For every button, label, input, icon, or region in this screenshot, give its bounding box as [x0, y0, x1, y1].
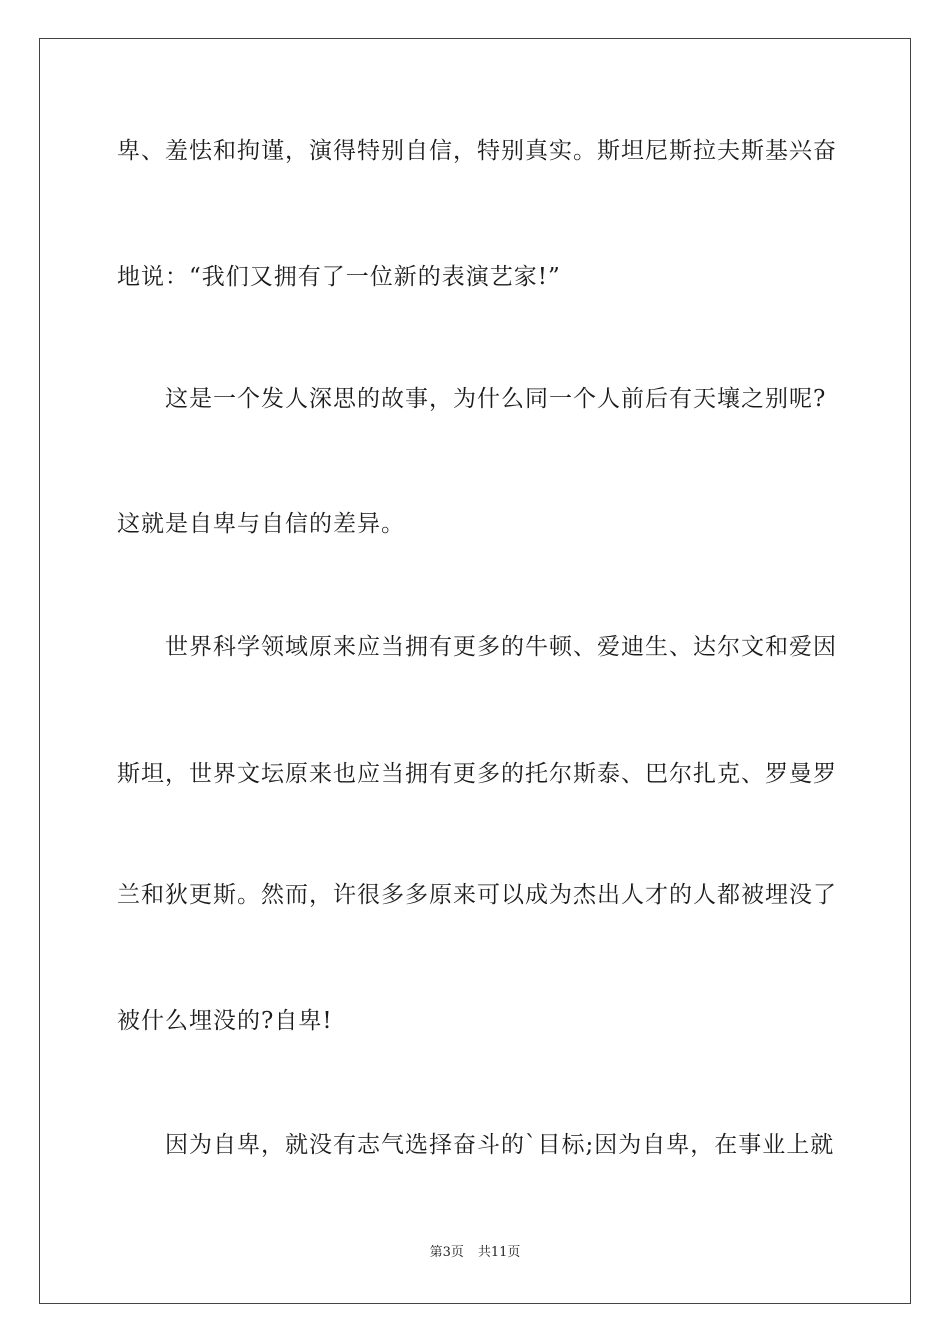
text-line-3: 这是一个发人深思的故事，为什么同一个人前后有天壤之别呢? [165, 386, 827, 412]
text-line-1: 卑、羞怯和拘谨，演得特别自信，特别真实。斯坦尼斯拉夫斯基兴奋 [117, 138, 837, 164]
page-number-current: 第3页 [429, 1245, 464, 1260]
text-line-5: 世界科学领域原来应当拥有更多的牛顿、爱迪生、达尔文和爱因 [165, 634, 837, 660]
text-line-2: 地说：“我们又拥有了一位新的表演艺家!” [117, 264, 561, 290]
page-number-total: 共11页 [477, 1245, 521, 1260]
page-footer [0, 1244, 950, 1262]
text-line-6: 斯坦，世界文坛原来也应当拥有更多的托尔斯泰、巴尔扎克、罗曼罗 [117, 761, 837, 787]
page-border [39, 38, 911, 1304]
text-line-9: 因为自卑，就没有志气选择奋斗的`目标;因为自卑，在事业上就 [165, 1132, 835, 1158]
text-line-4: 这就是自卑与自信的差异。 [117, 511, 405, 537]
text-line-8: 被什么埋没的?自卑! [117, 1008, 333, 1034]
text-line-7: 兰和狄更斯。然而，许很多多原来可以成为杰出人才的人都被埋没了 [117, 882, 837, 908]
